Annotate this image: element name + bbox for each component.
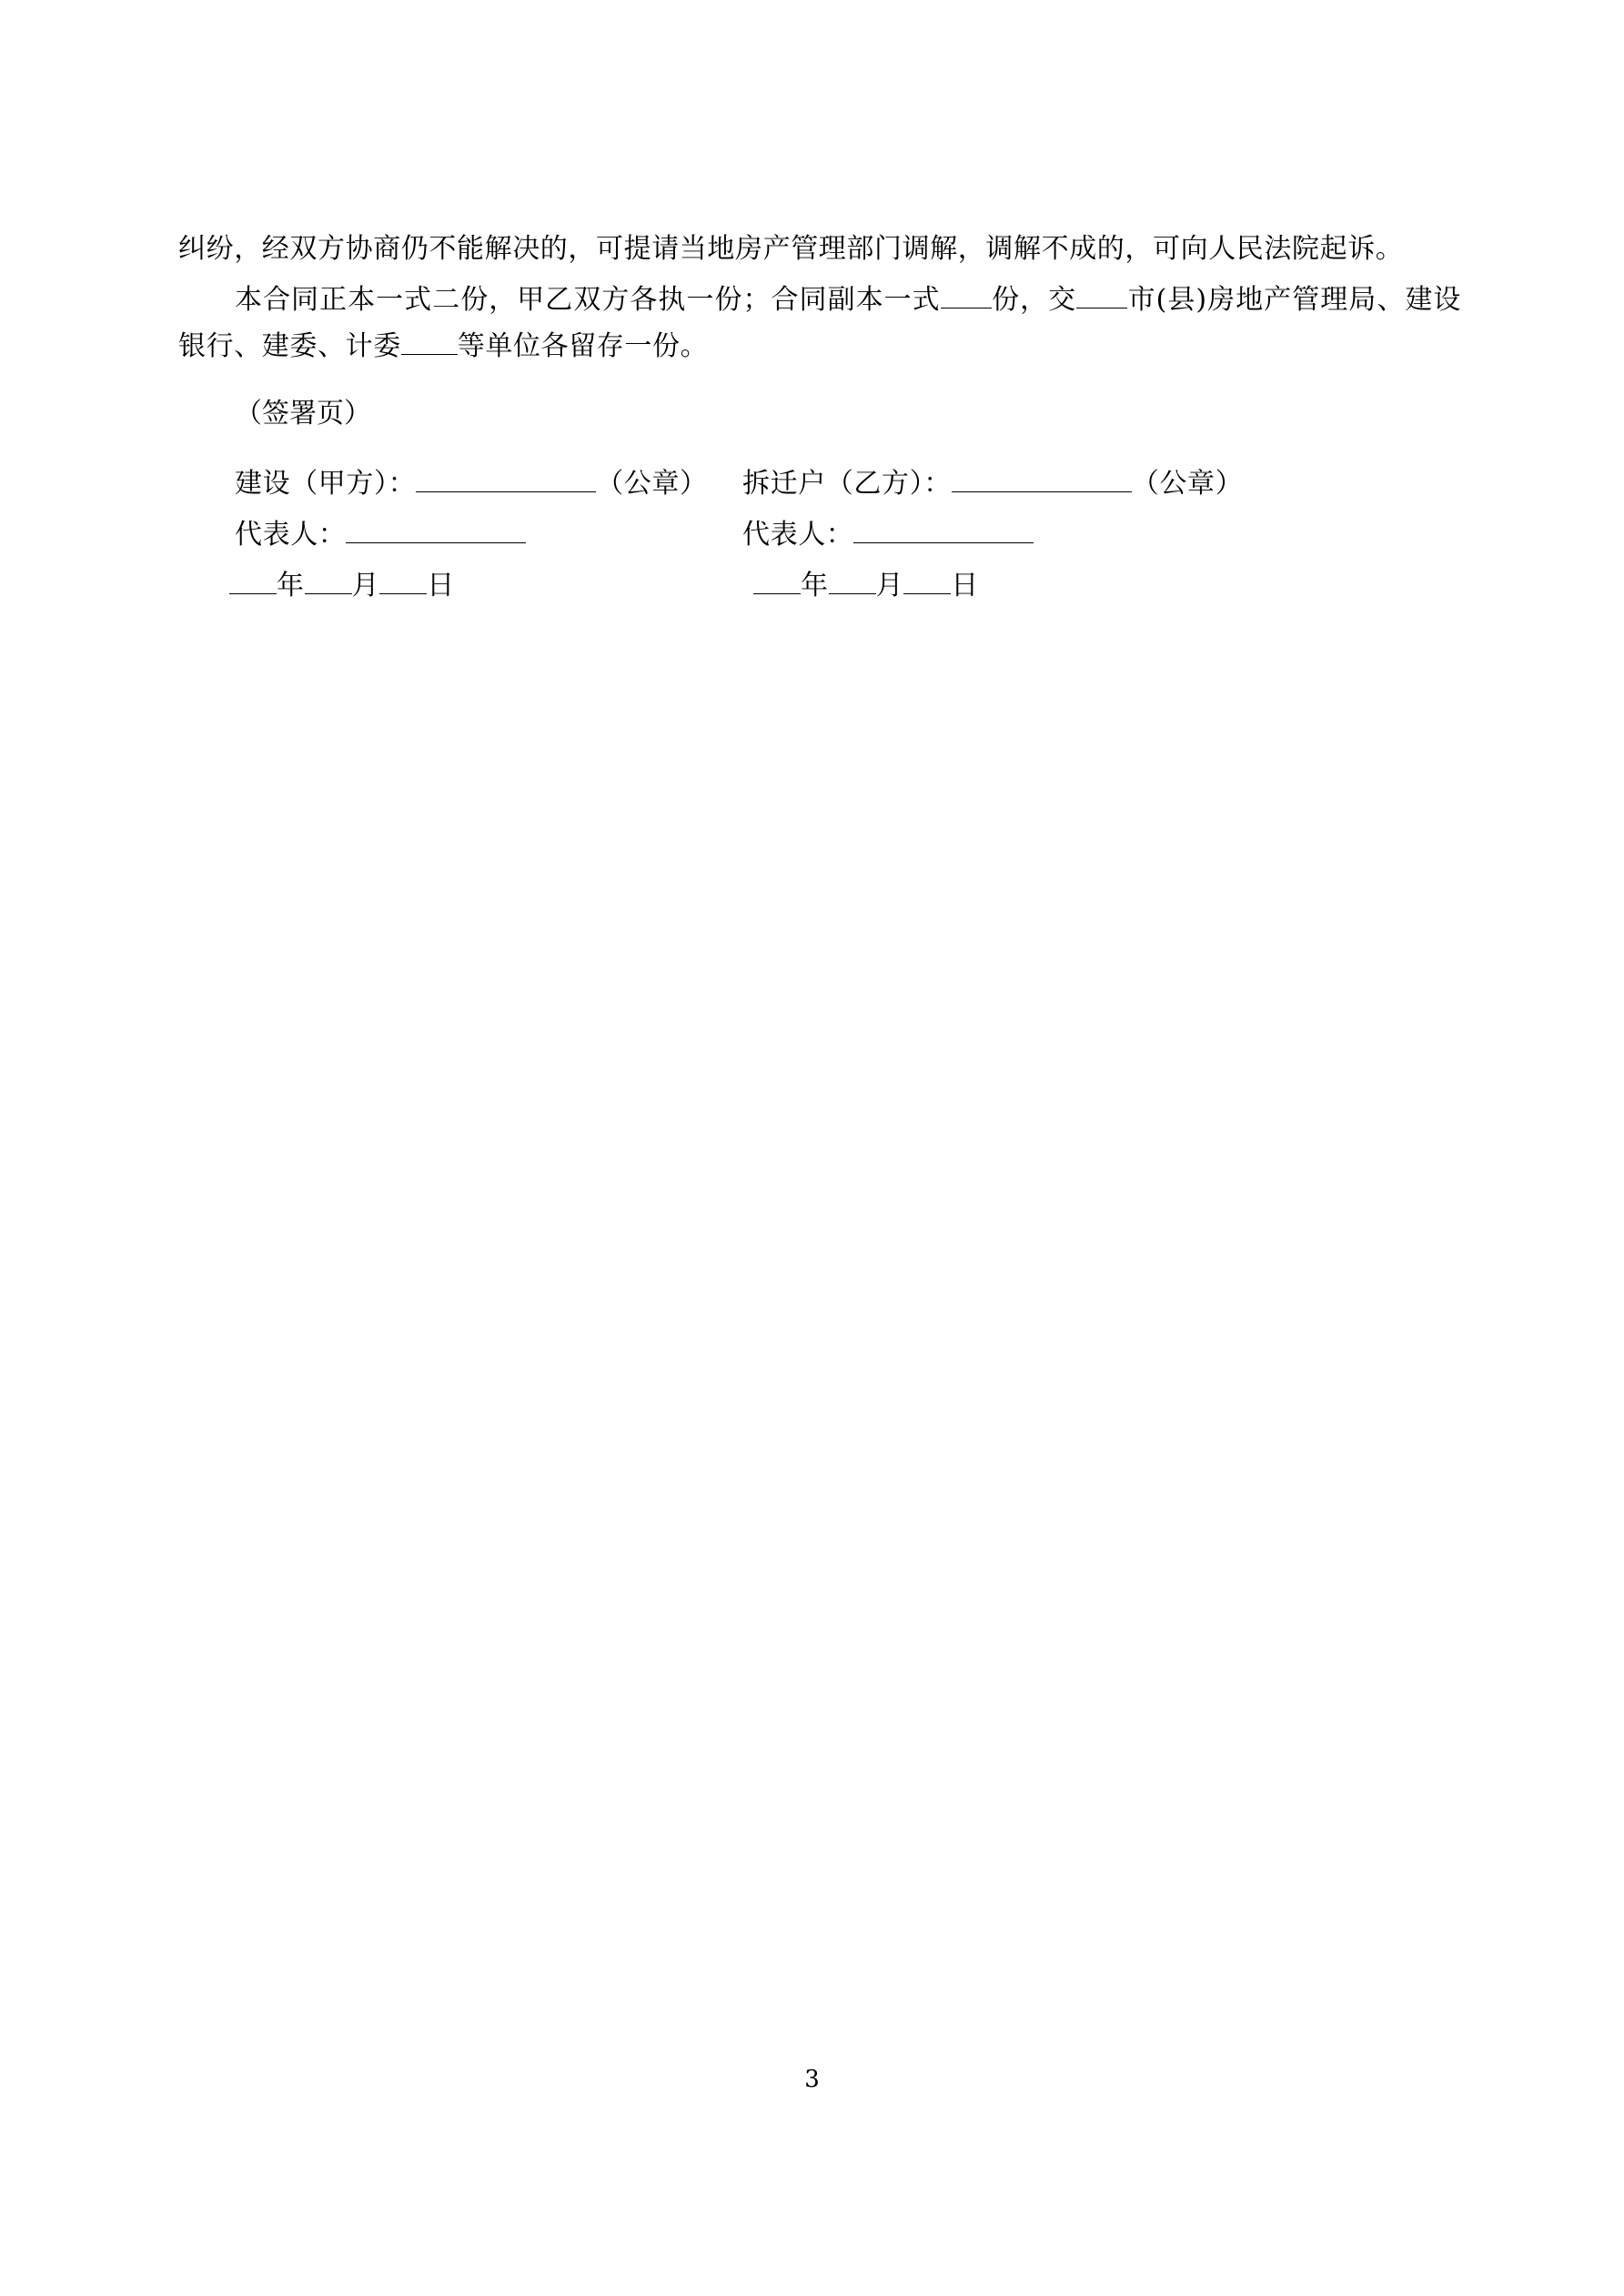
- party-a-date-field: [178, 562, 742, 610]
- party-a-signature-field: [178, 460, 742, 508]
- party-a-representative-field: [178, 511, 742, 559]
- party-b-seal-label: （公章）: [1131, 468, 1244, 501]
- party-b-signature-field: [742, 460, 1243, 508]
- party-b-month-blank: [829, 593, 876, 594]
- copies-mid2-text: 市(县)房地产管理局、建设银行、建委、计委: [178, 283, 1461, 363]
- party-b-day-label: 日: [951, 569, 979, 602]
- party-b-year-blank: [753, 593, 801, 594]
- party-a-representative-blank: [346, 542, 526, 543]
- copies-mid1-text: 份，交: [991, 283, 1077, 316]
- party-b-label: 拆迁户（乙方）：: [742, 468, 952, 501]
- party-b-day-blank: [903, 593, 951, 594]
- paragraph-dispute-resolution: 纠纷，经双方协商仍不能解决的，可提请当地房产管理部门调解，调解不成的，可向人民法院起诉。: [178, 233, 1404, 265]
- party-a-day-blank: [379, 593, 427, 594]
- party-a-year-blank: [229, 593, 277, 594]
- party-b-representative-field: [742, 511, 1034, 559]
- party-a-day-label: 日: [427, 569, 455, 602]
- page-number: 3: [804, 2066, 820, 2093]
- party-b-signature-blank: [952, 491, 1132, 492]
- party-a-month-blank: [305, 593, 352, 594]
- party-a-signature-blank: [416, 491, 596, 492]
- signature-page-label: （签署页）: [235, 397, 371, 430]
- party-a-seal-label: （公章）: [596, 468, 708, 501]
- party-b-representative-label: 代表人：: [742, 518, 854, 551]
- party-b-representative-blank: [853, 542, 1034, 543]
- paragraph-contract-copies: [178, 277, 1461, 370]
- signature-row-dates: [178, 562, 1461, 610]
- signature-row-parties: [178, 460, 1461, 508]
- party-a-representative-label: 代表人：: [235, 518, 347, 551]
- party-a-month-label: 月: [351, 569, 380, 602]
- signature-block: [178, 460, 1461, 609]
- copies-lead-text: 本合同正本一式二份，甲乙双方各执一份；合同副本一式: [235, 283, 941, 316]
- party-b-year-label: 年: [801, 569, 829, 602]
- copies-tail-text: 等单位各留存一份。: [457, 330, 709, 363]
- party-a-label: 建设（甲方）：: [235, 468, 417, 501]
- party-b-month-label: 月: [875, 569, 904, 602]
- party-b-date-field: [742, 562, 979, 610]
- signature-row-representatives: [178, 511, 1461, 559]
- party-a-year-label: 年: [277, 569, 305, 602]
- other-units-blank: [401, 354, 458, 355]
- document-body: [178, 226, 1461, 612]
